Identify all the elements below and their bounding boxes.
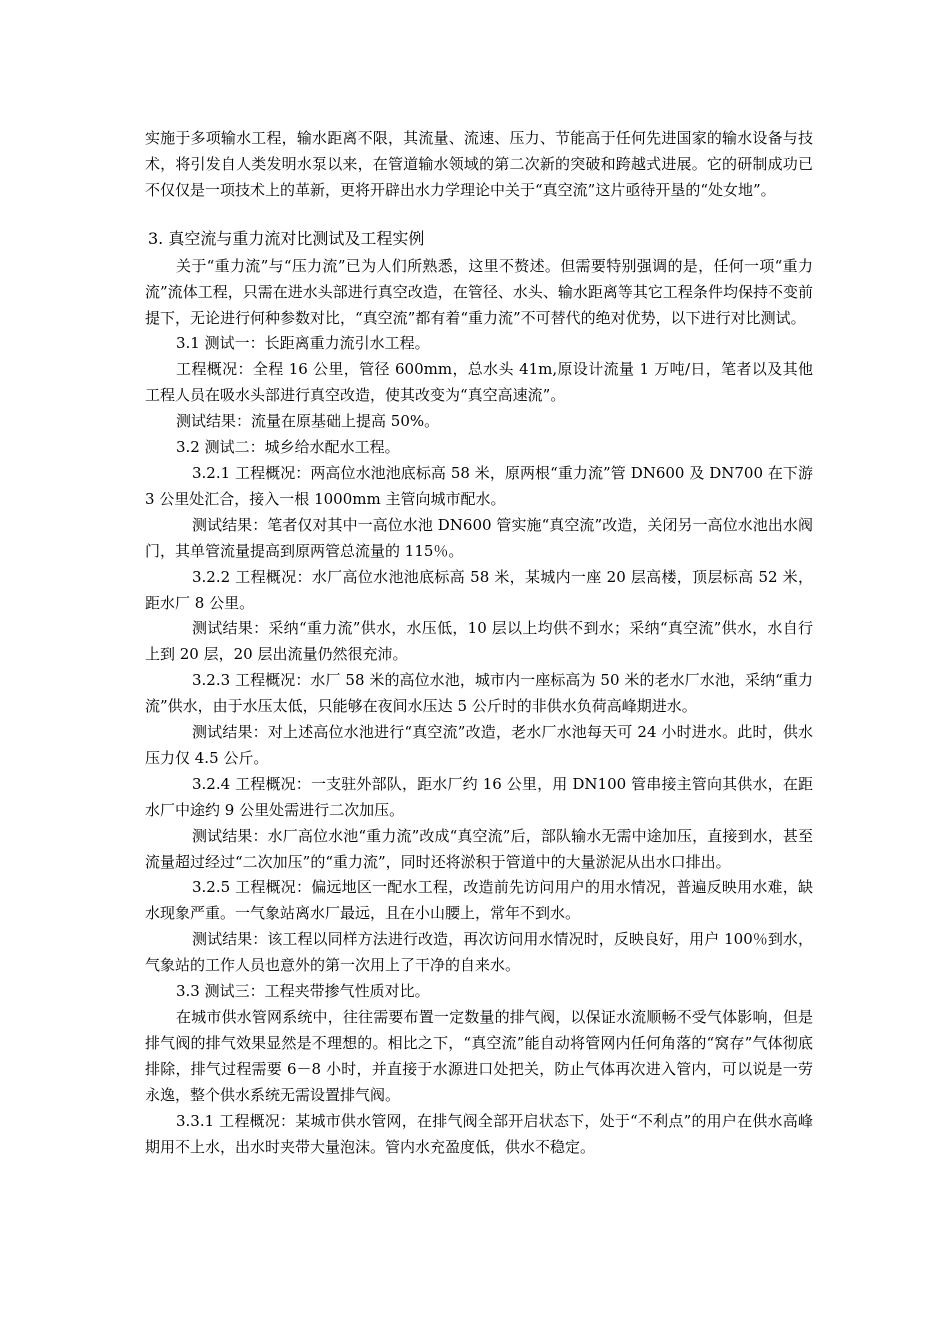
- test-3-title: 3.3 测试三：工程夹带掺气性质对比。: [176, 982, 430, 1001]
- test-2-title: 3.2 测试二：城乡给水配水工程。: [176, 438, 400, 457]
- test-2-5-result: 测试结果：该工程以同样方法进行改造，再次访问用水情况时，反映良好，用户 100％到水，气象站的工作人员也意外的第一次用上了干净的自来水。: [145, 930, 813, 975]
- test-2-1-overview: 3.2.1 工程概况：两高位水池池底标高 58 米，原两根“重力流”管 DN600 及 DN700 在下游 3 公里处汇合，接入一根 1000mm 主管向城市配水。: [145, 463, 813, 508]
- test-2-3-result: 测试结果：对上述高位水池进行“真空流”改造，老水厂水池每天可 24 小时进水。此时，供水压力仅 4.5 公斤。: [145, 723, 813, 767]
- test-2-2-overview: 3.2.2 工程概况：水厂高位水池池底标高 58 米，某城内一座 20 层高楼，顶层标高 52 米，距水厂 8 公里。: [145, 567, 813, 612]
- test-2-4-result: 测试结果：水厂高位水池“重力流”改成“真空流”后，部队输水无需中途加压，直接到水，甚至流量超过经过“二次加压”的“重力流”，同时还将淤积于管道中的大量淤泥从出水口排出。: [145, 826, 813, 871]
- page-content: [145, 126, 813, 1160]
- test-1-title: 3.1 测试一：长距离重力流引水工程。: [176, 334, 430, 353]
- test-2-1-result: 测试结果：笔者仅对其中一高位水池 DN600 管实施“真空流”改造，关闭另一高位水池出水阀门，其单管流量提高到原两管总流量的 115％。: [145, 515, 813, 560]
- paragraph-gravity-vs-pressure: 关于“重力流”与“压力流”已为人们所熟悉，这里不赘述。但需要特别强调的是，任何一项“重力流”流体工程，只需在进水头部进行真空改造，在管径、水头、输水距离等其它工程条件均保持不变前提下，无论进行何种参数对比，“真空流”都有着“重力流”不可替代的绝对优势，以下进行对比测试。: [145, 256, 813, 327]
- intro-paragraph: 实施于多项输水工程，输水距离不限，其流量、流速、压力、节能高于任何先进国家的输水设备与技术，将引发自人类发明水泵以来，在管道输水领域的第二次新的突破和跨越式进展。它的研制成功已不仅仅是一项技术上的革新，更将开辟出水力学理论中关于“真空流”这片亟待开垦的“处女地”。: [145, 129, 813, 199]
- section-heading: 3. 真空流与重力流对比测试及工程实例: [148, 228, 425, 248]
- test-1-result: 测试结果：流量在原基础上提高 50%。: [176, 412, 440, 431]
- test-2-2-result: 测试结果：采纳“重力流”供水，水压低，10 层以上均供不到水；采纳“真空流”供水，水自行上到 20 层，20 层出流量仍然很充沛。: [145, 619, 813, 664]
- test-2-5-overview: 3.2.5 工程概况：偏远地区一配水工程，改造前先访问用户的用水情况，普遍反映用水难，缺水现象严重。一气象站离水厂最远，且在小山腰上，常年不到水。: [145, 878, 813, 923]
- test-1-overview: 工程概况：全程 16 公里，管径 600mm，总水头 41m,原设计流量 1 万吨/日，笔者以及其他工程人员在吸水头部进行真空改造，使其改变为“真空高速流”。: [145, 360, 813, 405]
- test-3-1-overview: 3.3.1 工程概况：某城市供水管网，在排气阀全部开启状态下，处于“不利点”的用户在供水高峰期用不上水，出水时夹带大量泡沫。管内水充盈度低，供水不稳定。: [145, 1111, 813, 1156]
- test-2-4-overview: 3.2.4 工程概况：一支驻外部队，距水厂约 16 公里，用 DN100 管串接主管向其供水，在距水厂中途约 9 公里处需进行二次加压。: [145, 774, 813, 819]
- test-2-3-overview: 3.2.3 工程概况：水厂 58 米的高位水池，城市内一座标高为 50 米的老水厂水池，采纳“重力流”供水，由于水压太低，只能够在夜间水压达 5 公斤时的非供水负荷高峰期进水。: [145, 671, 813, 716]
- test-3-body: 在城市供水管网系统中，往往需要布置一定数量的排气阀，以保证水流顺畅不受气体影响，但是排气阀的排气效果显然是不理想的。相比之下，“真空流”能自动将管网内任何角落的“窝存”气体彻底排除，排气过程需要 6－8 小时，并直接于水源进口处把关，防止气体再次进入管内，可以说是一劳永逸，整个供水系统无需设置排气阀。: [145, 1008, 813, 1104]
